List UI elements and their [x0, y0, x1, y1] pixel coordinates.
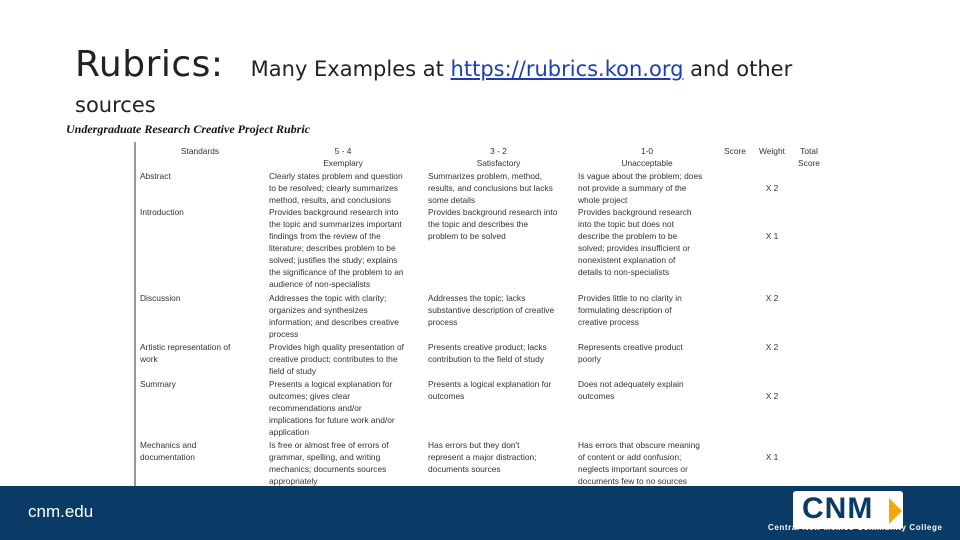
header-total-score: Total Score [798, 146, 820, 168]
row-standard: Introduction [140, 207, 184, 217]
rubrics-link[interactable]: https://rubrics.kon.org [450, 57, 684, 81]
row-weight: X 2 [765, 391, 779, 401]
title-main: Rubrics: [75, 44, 224, 85]
header-score: Score [724, 146, 746, 156]
footer-url[interactable]: cnm.edu [28, 502, 94, 521]
row-standard: Discussion [140, 293, 181, 303]
row-exemplary: Clearly states problem and question to be resolved; clearly summarizes method, results, and conclusions [269, 171, 403, 205]
row-satisfactory: Addresses the topic; lacks substantive description of creative process [428, 293, 555, 327]
row-unacceptable: Is vague about the problem; does not provide a summary of the whole project [578, 171, 703, 205]
row-satisfactory: Summarizes problem, method, results, and conclusions but lacks some details [428, 171, 553, 205]
slide-title [75, 44, 792, 85]
row-weight: X 2 [765, 293, 779, 303]
row-standard: Abstract [140, 171, 171, 181]
row-standard: Artistic representation of work [140, 342, 231, 364]
row-exemplary: Addresses the topic with clarity; organizes and synthesizes information; and describes creative process [269, 293, 399, 339]
row-unacceptable: Provides little to no clarity in formulating description of creative process [578, 293, 682, 327]
row-exemplary: Provides high quality presentation of creative product; contributes to the field of study [269, 342, 405, 376]
row-satisfactory: Presents creative product; lacks contribution to the field of study [428, 342, 547, 364]
footer-bar [0, 486, 960, 540]
cnm-logo: CNM [802, 492, 874, 525]
subtitle-suffix: and other [683, 57, 793, 81]
row-exemplary: Provides background research into the topic and summarizes important findings from the review of the literature; describes problem to be solved; justifies the study; explains the significance of the problem to an audience of non-specialists [269, 207, 404, 289]
row-standard: Mechanics and documentation [140, 440, 197, 462]
subtitle-prefix: Many Examples at [250, 57, 451, 81]
header-satisfactory: 3 - 2 Satisfactory [476, 146, 521, 168]
row-exemplary: Presents a logical explanation for outcomes; gives clear recommendations and/or implications for future work and/or application [269, 379, 395, 437]
row-satisfactory: Provides background research into the topic and describes the problem to be solved [428, 207, 558, 241]
header-standards: Standards [180, 146, 220, 156]
rubric-heading: Undergraduate Research Creative Project Rubric [66, 122, 310, 136]
header-weight: Weight [759, 146, 785, 156]
row-weight: X 2 [765, 342, 779, 352]
row-weight: X 2 [765, 183, 779, 193]
logo-tagline: Central New Mexico Community College [768, 523, 943, 532]
row-satisfactory: Has errors but they don't represent a major distraction; documents sources [428, 440, 537, 474]
row-unacceptable: Has errors that obscure meaning of content or add confusion; neglects important sources or documents few to no sources [578, 440, 700, 486]
title-line2: sources [75, 93, 156, 117]
row-unacceptable: Does not adequately explain outcomes [578, 379, 684, 401]
row-weight: X 1 [765, 231, 779, 241]
row-unacceptable: Provides background research into the topic but does not describe the problem to be solved; provides insufficient or nonexistent explanation of details to non-specialists [578, 207, 692, 277]
row-satisfactory: Presents a logical explanation for outcomes [428, 379, 552, 401]
row-exemplary: Is free or almost free of errors of grammar, spelling, and writing mechanics; documents sources appropriately [269, 440, 389, 486]
title-subtitle [251, 57, 793, 81]
chevron-right-icon [889, 498, 902, 524]
header-exemplary: 5 - 4 Exemplary [323, 146, 363, 168]
row-unacceptable: Represents creative product poorly [578, 342, 683, 364]
row-weight: X 1 [765, 452, 779, 462]
row-standard: Summary [140, 379, 176, 389]
header-unacceptable: 1-0 Unacceptable [621, 146, 673, 168]
